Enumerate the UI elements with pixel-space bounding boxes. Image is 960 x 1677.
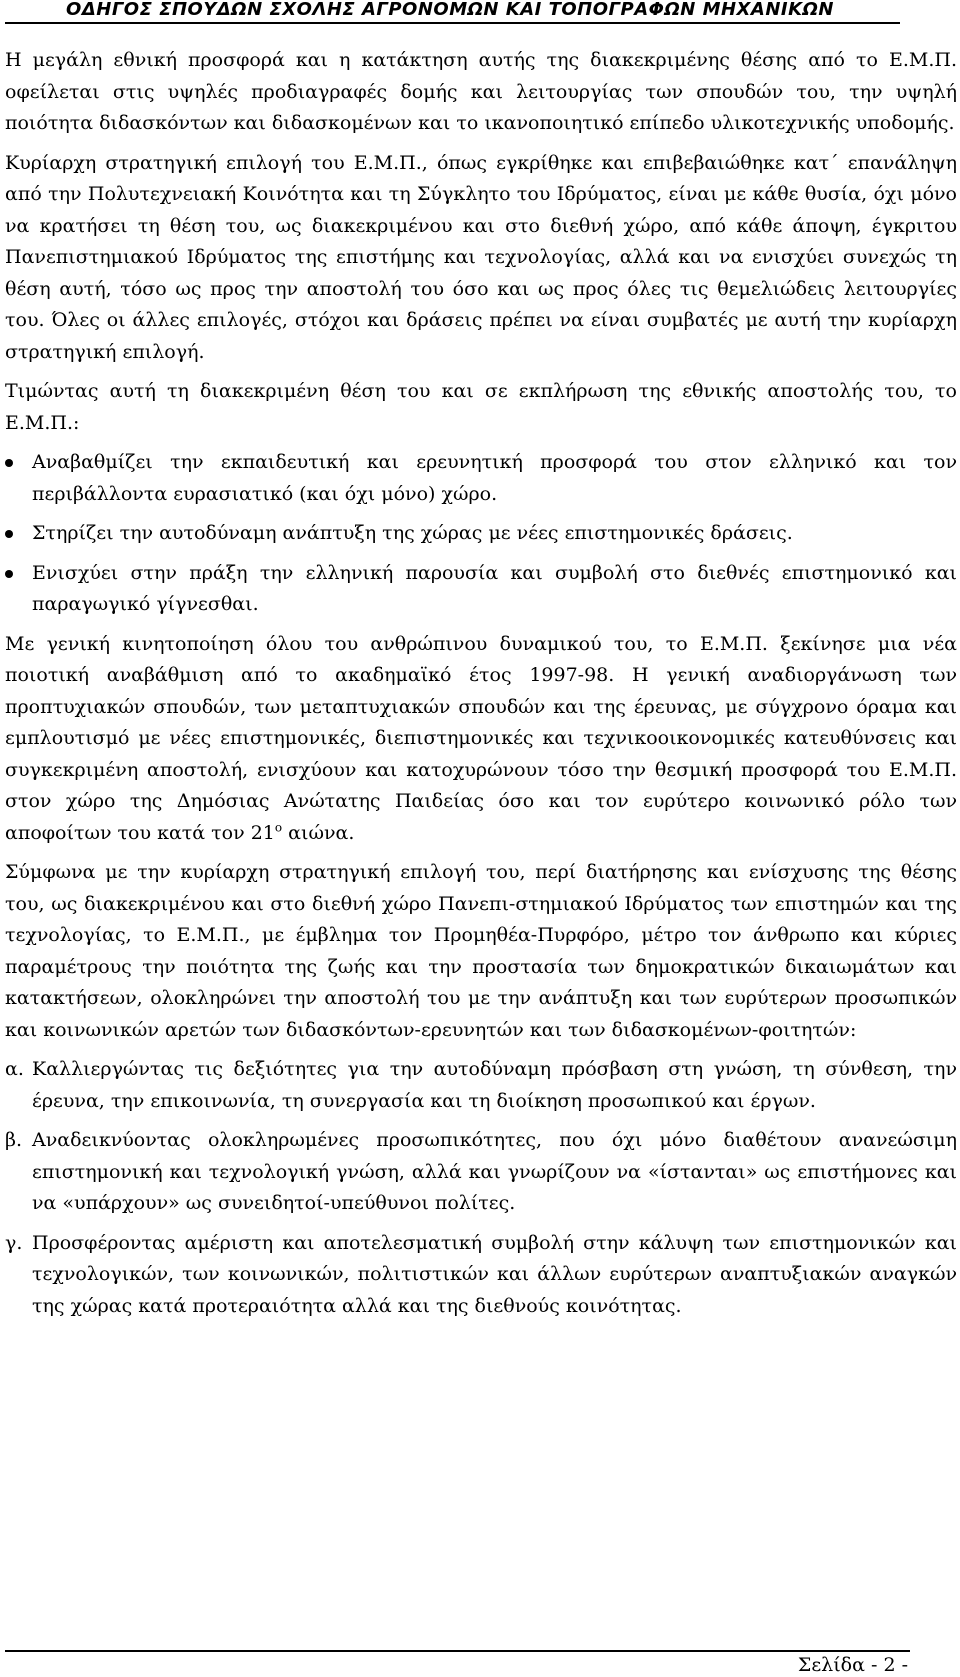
list-item	[5, 1228, 957, 1323]
bullet-icon	[5, 459, 13, 467]
bullet-icon	[5, 530, 13, 538]
bullet-icon	[5, 570, 13, 578]
paragraph-upgrade-end: αιώνα.	[282, 821, 355, 844]
list-item	[5, 447, 957, 510]
list-item-text: Προσφέροντας αμέριστη και αποτελεσματική συμβολή στην κάλυψη των επιστημονικών και τεχνολογικών, των κοινωνικών, πολιτιστικών και άλλων ευρύτερων αναπτυξιακών αναγκών της χώρας κατά προτεραιότητα αλλά και της διεθνούς κοινότητας.	[32, 1231, 957, 1317]
paragraph-strategy: Κυρίαρχη στρατηγική επιλογή του Ε.Μ.Π., όπως εγκρίθηκε και επιβεβαιώθηκε κατ΄ επανάληψη από την Πολυτεχνειακή Κοινότητα και τη Σύγκλητο του Ιδρύματος, είναι με κάθε θυσία, όχι μόνο να κρατήσει τη θέση του, ως διακεκριμένου και στο διεθνή χώρο, από κάθε άποψη, έγκριτου Πανεπιστημιακού Ιδρύματος της επιστήμης και τεχνολογίας, αλλά και να ενισχύει συνεχώς τη θέση αυτή, τόσο ως προς την αποστολή του όσο και ως προς όλες τις θεμελιώδεις λειτουργίες του. Όλες οι άλλες επιλογές, στόχοι και δράσεις πρέπει να είναι συμβατές με αυτή την κυρίαρχη στρατηγική επιλογή.	[5, 151, 957, 363]
list-item-text: Αναδεικνύοντας ολοκληρωμένες προσωπικότητες, που όχι μόνο διαθέτουν ανανεώσιμη επιστημονική και τεχνολογική γνώση, αλλά και γνωρίζουν να «ίστανται» ως επιστήμονες και να «υπάρχουν» ως συνειδητοί-υπεύθυνοι πολίτες.	[32, 1129, 957, 1214]
list-marker: γ.	[5, 1231, 23, 1254]
header-divider	[5, 22, 900, 24]
paragraph-upgrade	[5, 629, 957, 850]
list-marker: β.	[5, 1129, 23, 1151]
page-number: Σελίδα - 2 -	[797, 1654, 908, 1676]
footer-divider	[5, 1650, 910, 1652]
list-item-text: Αναβαθμίζει την εκπαιδευτική και ερευνητική προσφορά του στον ελληνικό και τον περιβάλλοντα ευρασιατικό (και όχι μόνο) χώρο.	[32, 451, 957, 505]
paragraph-emblem: Σύμφωνα με την κυρίαρχη στρατηγική επιλογή του, περί διατήρησης και ενίσχυσης της θέσης του, ως διακεκριμένου και στο διεθνή χώρο Πανεπι-στημιακού Ιδρύματος των επιστημών και της τεχνολογίας, το Ε.Μ.Π., με έμβλημα τον Προμηθέα-Πυρφόρο, μέτρο τον άνθρωπο και κύριες παραμέτρους την ποιότητα της ζωής και την προστασία των δημοκρατικών δικαιωμάτων και κατακτήσεων, ολοκληρώνει την αποστολή του με την ανάπτυξη και των ευρύτερων προσωπικών και κοινωνικών αρετών των διδασκόντων-ερευνητών και των διδασκομένων-φοιτητών:	[5, 861, 957, 1041]
list-item-text: Ενισχύει στην πράξη την ελληνική παρουσία και συμβολή στο διεθνές επιστημονικό και παραγωγικό γίγνεσθαι.	[32, 561, 957, 615]
running-header-title: ΟΔΗΓΟΣ ΣΠΟΥΔΩΝ ΣΧΟΛΗΣ ΑΓΡΟΝΟΜΩΝ ΚΑΙ ΤΟΠΟΓΡΑΦΩΝ ΜΗΧΑΝΙΚΩΝ	[66, 0, 834, 20]
paragraph-mission-lead: Τιμώντας αυτή τη διακεκριμένη θέση του και σε εκπλήρωση της εθνικής αποστολής του, το Ε.Μ.Π.:	[5, 380, 957, 434]
list-item	[5, 518, 957, 550]
paragraph-intro: Η μεγάλη εθνική προσφορά και η κατάκτηση αυτής της διακεκριμένης θέσης από το Ε.Μ.Π. οφείλεται στις υψηλές προδιαγραφές δομής και λειτουργίας των σπουδών του, την υψηλή ποιότητα διδασκόντων και διδασκομένων και το ικανοποιητικό επίπεδο υλικοτεχνικής υποδομής.	[5, 49, 957, 134]
list-item-text: Στηρίζει την αυτοδύναμη ανάπτυξη της χώρας με νέες επιστημονικές δράσεις.	[32, 522, 793, 544]
list-item	[5, 558, 957, 621]
document-body	[5, 45, 957, 1330]
lettered-list	[5, 1054, 957, 1322]
paragraph-upgrade-text: Με γενική κινητοποίηση όλου του ανθρώπινου δυναμικού του, το Ε.Μ.Π. ξεκίνησε μια νέα ποιοτική αναβάθμιση από το ακαδημαϊκό έτος 1997-98. Η γενική αναδιοργάνωση των προπτυχιακών σπουδών, των μεταπτυχιακών σπουδών και της έρευνας, με σύγχρονο όραμα και εμπλουτισμό με νέες επιστημονικές, διεπιστημονικές και τεχνικοοικονομικές κατευθύνσεις και συγκεκριμένη αποστολή, ενισχύουν και κατοχυρώνουν τόσο την θεσμική προσφορά του Ε.Μ.Π. στον χώρο της Δημόσιας Ανώτατης Παιδείας όσο και τον ευρύτερο κοινωνικό ρόλο των αποφοίτων του κατά τον 21	[5, 632, 957, 844]
list-marker: α.	[5, 1058, 24, 1080]
ordinal-superscript: ο	[274, 820, 283, 835]
list-item	[5, 1054, 957, 1117]
bullet-list	[5, 447, 957, 621]
list-item	[5, 1125, 957, 1220]
list-item-text: Καλλιεργώντας τις δεξιότητες για την αυτοδύναμη πρόσβαση στη γνώση, τη σύνθεση, την έρευνα, την επικοινωνία, τη συνεργασία και τη διοίκηση προσωπικού και έργων.	[32, 1058, 957, 1112]
